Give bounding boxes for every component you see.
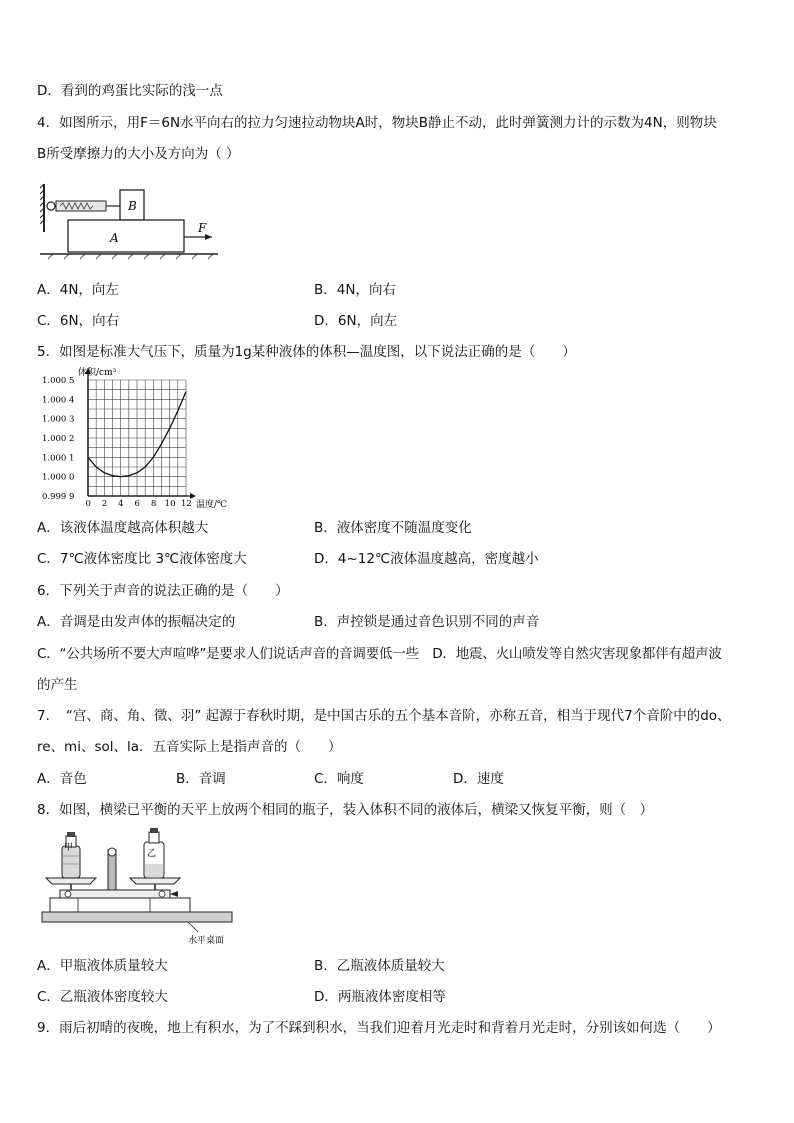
q5-option-b: B．液体密度不随温度变化 — [314, 520, 472, 536]
y-tick-label: 1.000 2 — [42, 434, 75, 444]
y-axis-label: 体积/cm³ — [78, 368, 117, 378]
q6-option-d-cont: 的产生 — [37, 677, 78, 693]
x-tick-label: 2 — [101, 499, 108, 509]
question-7-text: 7． “宫、商、角、徵、羽” 起源于春秋时期，是中国古乐的五个基本音阶，亦称五音，相当于现代7个音阶中的do、 — [37, 708, 731, 724]
x-tick-label: 10 — [164, 499, 176, 509]
y-tick-label: 1.000 3 — [42, 414, 75, 425]
bottle-jia — [62, 832, 80, 878]
label-b: B — [128, 199, 137, 213]
x-tick-label: 12 — [181, 499, 192, 509]
q5-option-c: C．7℃液体密度比 3℃液体密度大 — [37, 551, 247, 567]
q6-option-a: A．音调是由发声体的振幅决定的 — [37, 614, 236, 630]
question-4-text: 4．如图所示，用F＝6N水平向右的拉力匀速拉动物块A时，物块B静止不动，此时弹簧测力计的示数为4N，则物块 — [37, 115, 717, 131]
q8-option-d: D．两瓶液体密度相等 — [314, 989, 446, 1005]
volume-temperature-chart — [38, 366, 258, 512]
question-5-text: 5．如图是标准大气压下，质量为1g某种液体的体积—温度图，以下说法正确的是（ ） — [37, 344, 576, 360]
q7-option-c: C．响度 — [314, 771, 364, 787]
chart-y-ticks — [42, 376, 74, 502]
figure-8-balance — [38, 826, 236, 948]
bottle-yi — [144, 828, 164, 878]
figure-4-blocks — [40, 182, 220, 264]
q4-option-c: C．6N，向右 — [37, 313, 120, 329]
x-axis-label: 温度/℃ — [196, 500, 228, 510]
question-7-text-cont: re、mi、sol、la．五音实际上是指声音的（ ） — [37, 739, 342, 755]
x-tick-label: 6 — [134, 499, 140, 509]
label-f: F — [198, 221, 207, 235]
q4-option-b: B．4N，向右 — [314, 282, 396, 298]
x-tick-label: 0 — [85, 499, 91, 509]
question-9-text: 9．雨后初晴的夜晚，地上有积水，为了不踩到积水，当我们迎着月光走时和背着月光走时，分别该如何选（ ） — [37, 1020, 721, 1036]
q7-option-b: B．音调 — [176, 771, 226, 787]
label-yi: 乙 — [147, 849, 157, 859]
y-tick-label: 0.999 9 — [42, 492, 75, 502]
q7-option-d: D．速度 — [453, 771, 504, 787]
y-tick-label: 1.000 0 — [42, 472, 75, 483]
q5-option-a: A．该液体温度越高体积越大 — [37, 520, 209, 536]
y-tick-label: 1.000 4 — [42, 395, 75, 406]
chart-x-ticks — [86, 499, 192, 509]
q8-option-b: B．乙瓶液体质量较大 — [314, 958, 445, 974]
q7-option-a: A．音色 — [37, 771, 87, 787]
q5-option-d: D．4~12℃液体温度越高，密度越小 — [314, 551, 539, 567]
q8-option-c: C．乙瓶液体密度较大 — [37, 989, 168, 1005]
option-d-prev: D．看到的鸡蛋比实际的浅一点 — [37, 83, 223, 99]
y-tick-label: 1.000 5 — [42, 376, 75, 386]
q6-option-b: B．声控锁是通过音色识别不同的声音 — [314, 614, 540, 630]
q6-option-c-d: C．“公共场所不要大声喧哗”是要求人们说话声音的音调要低一些 D．地震、火山喷发等自然灾害现象都伴有超声波 — [37, 646, 722, 662]
label-table: 水平桌面 — [188, 936, 225, 946]
q4-option-d: D．6N，向左 — [314, 313, 398, 329]
question-6-text: 6．下列关于声音的说法正确的是（ ） — [37, 583, 289, 599]
q8-option-a: A．甲瓶液体质量较大 — [37, 958, 168, 974]
chart-grid — [85, 368, 196, 499]
x-tick-label: 8 — [150, 499, 157, 509]
question-4-text-cont: B所受摩擦力的大小及方向为（ ） — [37, 146, 240, 162]
x-tick-label: 4 — [118, 499, 124, 509]
label-jia: 甲 — [64, 843, 74, 853]
q4-option-a: A．4N，向左 — [37, 282, 119, 298]
y-tick-label: 1.000 1 — [42, 453, 75, 464]
label-a: A — [110, 231, 119, 245]
question-8-text: 8．如图，横梁已平衡的天平上放两个相同的瓶子，装入体积不同的液体后，横梁又恢复平衡，则（ ） — [37, 802, 654, 818]
